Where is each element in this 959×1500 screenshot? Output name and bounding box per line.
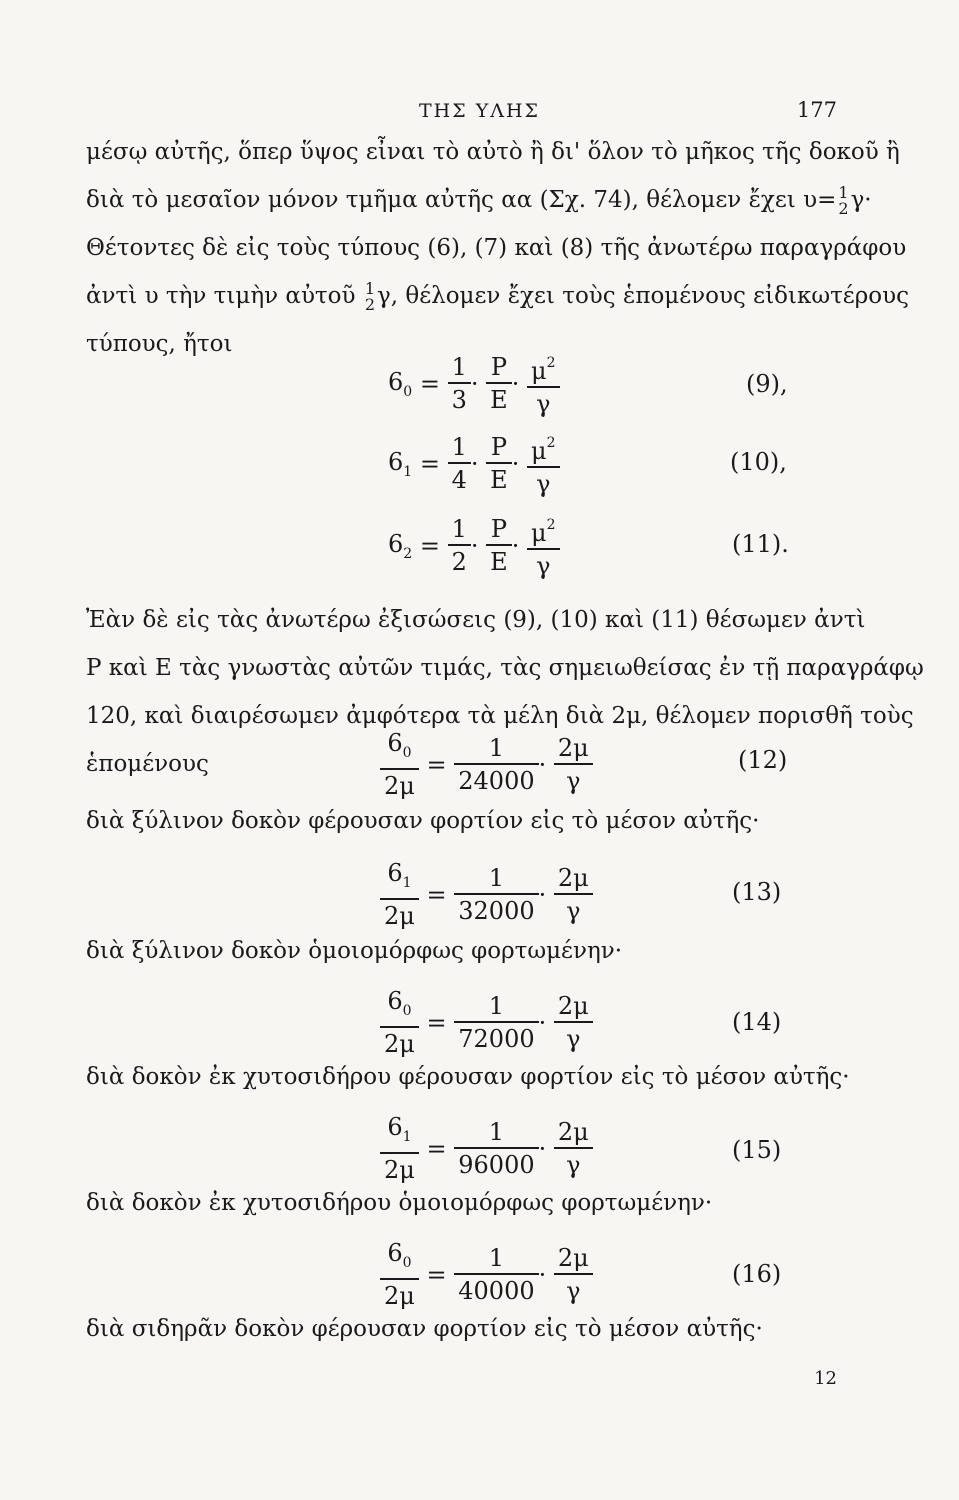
fraction-denominator: 2: [364, 295, 375, 314]
numerator-symbol: μ: [530, 357, 547, 385]
running-title: ΤΗΣ ΥΛΗΣ: [419, 100, 540, 122]
dot-operator: ·: [470, 450, 479, 478]
coefficient-fraction: [454, 991, 538, 1055]
numerator-symbol: μ: [530, 437, 547, 465]
coefficient-fraction: [454, 863, 538, 927]
numerator: [380, 1112, 419, 1154]
material-fraction: [486, 514, 512, 578]
equation-label: (11).: [732, 530, 789, 558]
lhs-symbol: 6: [387, 729, 403, 757]
dot-operator: ·: [511, 532, 520, 560]
equation-10: [388, 428, 560, 500]
lhs-symbol: 6: [387, 859, 403, 887]
coefficient-fraction: [448, 352, 471, 416]
numerator: 1: [448, 352, 471, 384]
lhs-subscript: 0: [403, 384, 413, 400]
denominator: 2μ: [384, 902, 415, 930]
lhs-symbol: 6: [388, 448, 404, 476]
equation-caption: διὰ ξύλινον δοκὸν ὁμοιομόρφως φορτωμένην·: [86, 938, 623, 964]
denominator: E: [490, 466, 508, 494]
equation-lhs: [388, 368, 412, 400]
equation-label: (16): [732, 1260, 782, 1288]
equation-label: (14): [732, 1008, 782, 1036]
equation-label: (12): [738, 746, 788, 774]
denominator: 4: [451, 466, 467, 494]
denominator: γ: [536, 390, 551, 418]
signature-mark: 12: [814, 1368, 837, 1389]
denominator: 32000: [458, 897, 535, 925]
coefficient-fraction: [454, 1117, 538, 1181]
equation-14: [380, 986, 593, 1060]
numerator: 1: [454, 863, 538, 895]
equals-sign: =: [426, 1261, 447, 1289]
material-fraction: [486, 352, 512, 416]
dot-operator: ·: [538, 881, 547, 909]
lhs-fraction: [380, 1112, 419, 1186]
equation-lhs: [388, 448, 412, 480]
dimension-fraction: [527, 428, 560, 500]
denominator: γ: [566, 767, 581, 795]
fraction-half: [365, 281, 375, 313]
denominator: γ: [566, 1025, 581, 1053]
ratio-fraction: [554, 863, 593, 927]
equals-sign: =: [419, 532, 440, 560]
numerator: P: [486, 432, 512, 464]
ratio-fraction: [554, 733, 593, 797]
numerator: 1: [454, 733, 538, 765]
text-span: γ·: [850, 187, 872, 213]
equation-9: [388, 348, 560, 420]
numerator: P: [486, 514, 512, 546]
denominator: 72000: [458, 1025, 535, 1053]
equals-sign: =: [426, 1135, 447, 1163]
numerator: 2μ: [554, 863, 593, 895]
equation-label: (10),: [730, 448, 787, 476]
coefficient-fraction: [448, 432, 471, 496]
lhs-symbol: 6: [388, 368, 404, 396]
equation-caption: διὰ σιδηρᾶν δοκὸν φέρουσαν φορτίον εἰς τὸ μέσον αὐτῆς·: [86, 1316, 763, 1342]
dimension-fraction: [527, 348, 560, 420]
denominator: E: [490, 386, 508, 414]
equation-label: (13): [732, 878, 782, 906]
denominator: γ: [536, 552, 551, 580]
numerator: 1: [448, 432, 471, 464]
numerator: P: [486, 352, 512, 384]
denominator: E: [490, 548, 508, 576]
superscript: 2: [546, 435, 556, 451]
equation-12: [380, 728, 593, 802]
text-line: μέσῳ αὐτῆς, ὅπερ ὕψος εἶναι τὸ αὐτὸ ἢ δι' ὅλον τὸ μῆκος τῆς δοκοῦ ἢ: [86, 139, 900, 165]
numerator-symbol: μ: [530, 519, 547, 547]
equation-caption: διὰ δοκὸν ἐκ χυτοσιδήρου φέρουσαν φορτίον εἰς τὸ μέσον αὐτῆς·: [86, 1064, 850, 1090]
equation-13: [380, 858, 593, 932]
denominator: 96000: [458, 1151, 535, 1179]
lhs-symbol: 6: [387, 987, 403, 1015]
denominator: γ: [566, 1151, 581, 1179]
lhs-subscript: 1: [402, 1129, 412, 1145]
equation-11: [388, 510, 560, 582]
fraction-numerator: 1: [364, 279, 375, 298]
denominator: 2μ: [384, 772, 415, 800]
text-line: [86, 176, 872, 224]
equals-sign: =: [426, 751, 447, 779]
text-span: γ, θέλομεν ἔχει τοὺς ἑπομένους εἰδικωτέρους: [377, 283, 909, 309]
numerator: [380, 858, 419, 900]
lhs-subscript: 0: [402, 1255, 412, 1271]
lhs-fraction: [380, 1238, 419, 1312]
lhs-fraction: [380, 986, 419, 1060]
text-line: ἑπομένους: [86, 751, 209, 777]
fraction-half: [838, 185, 848, 217]
denominator: 2: [451, 548, 467, 576]
numerator: 2μ: [554, 1243, 593, 1275]
page-header: [0, 98, 959, 128]
dot-operator: ·: [538, 1135, 547, 1163]
lhs-subscript: 1: [403, 464, 413, 480]
ratio-fraction: [554, 1243, 593, 1307]
lhs-fraction: [380, 728, 419, 802]
dot-operator: ·: [470, 370, 479, 398]
lhs-subscript: 0: [402, 745, 412, 761]
lhs-symbol: 6: [387, 1239, 403, 1267]
equation-label: (15): [732, 1136, 782, 1164]
equals-sign: =: [419, 370, 440, 398]
dot-operator: ·: [538, 1009, 547, 1037]
text-span: ἀντὶ υ τὴν τιμὴν αὐτοῦ: [86, 283, 363, 309]
denominator: 2μ: [384, 1282, 415, 1310]
coefficient-fraction: [454, 1243, 538, 1307]
denominator: γ: [536, 470, 551, 498]
denominator: γ: [566, 1277, 581, 1305]
coefficient-fraction: [448, 514, 471, 578]
numerator: [527, 348, 560, 388]
equation-label: (9),: [746, 370, 788, 398]
dot-operator: ·: [511, 370, 520, 398]
numerator: 2μ: [554, 991, 593, 1023]
material-fraction: [486, 432, 512, 496]
lhs-fraction: [380, 858, 419, 932]
equation-16: [380, 1238, 593, 1312]
text-line: τύπους, ἤτοι: [86, 331, 233, 357]
numerator: [380, 728, 419, 770]
equations-group-b: [0, 728, 959, 1368]
numerator: 1: [448, 514, 471, 546]
lhs-symbol: 6: [388, 530, 404, 558]
fraction-numerator: 1: [838, 183, 849, 202]
equals-sign: =: [426, 881, 447, 909]
lhs-subscript: 2: [403, 546, 413, 562]
numerator: 2μ: [554, 733, 593, 765]
denominator: 2μ: [384, 1156, 415, 1184]
coefficient-fraction: [454, 733, 538, 797]
text-span: διὰ τὸ μεσαῖον μόνον τμῆμα αὐτῆς αα (Σχ. 74), θέλομεν ἔχει υ=: [86, 187, 837, 213]
page-number: 177: [796, 98, 837, 122]
dimension-fraction: [527, 510, 560, 582]
numerator: [380, 986, 419, 1028]
dot-operator: ·: [470, 532, 479, 560]
lhs-symbol: 6: [387, 1113, 403, 1141]
text-line: Θέτοντες δὲ εἰς τοὺς τύπους (6), (7) καὶ (8) τῆς ἀνωτέρω παραγράφου: [86, 235, 907, 261]
equals-sign: =: [419, 450, 440, 478]
equation-lhs: [388, 530, 412, 562]
numerator: 1: [454, 1117, 538, 1149]
numerator: 1: [454, 1243, 538, 1275]
ratio-fraction: [554, 991, 593, 1055]
denominator: 24000: [458, 767, 535, 795]
superscript: 2: [546, 517, 556, 533]
fraction-denominator: 2: [838, 199, 849, 218]
numerator: [527, 428, 560, 468]
numerator: 2μ: [554, 1117, 593, 1149]
text-line: 120, καὶ διαιρέσωμεν ἀμφότερα τὰ μέλη διὰ 2μ, θέλομεν πορισθῆ τοὺς: [86, 703, 914, 729]
equals-sign: =: [426, 1009, 447, 1037]
dot-operator: ·: [511, 450, 520, 478]
equation-caption: διὰ ξύλινον δοκὸν φέρουσαν φορτίον εἰς τὸ μέσον αὐτῆς·: [86, 808, 760, 834]
denominator: 3: [451, 386, 467, 414]
text-line: Ἐὰν δὲ εἰς τὰς ἀνωτέρω ἐξισώσεις (9), (10) καὶ (11) θέσωμεν ἀντὶ: [86, 607, 866, 633]
dot-operator: ·: [538, 1261, 547, 1289]
text-line: [86, 272, 909, 320]
numerator: [527, 510, 560, 550]
equation-15: [380, 1112, 593, 1186]
denominator: γ: [566, 897, 581, 925]
dot-operator: ·: [538, 751, 547, 779]
numerator: 1: [454, 991, 538, 1023]
lhs-subscript: 0: [402, 1003, 412, 1019]
superscript: 2: [546, 355, 556, 371]
denominator: 2μ: [384, 1030, 415, 1058]
equation-caption: διὰ δοκὸν ἐκ χυτοσιδήρου ὁμοιομόρφως φορτωμένην·: [86, 1190, 713, 1216]
lhs-subscript: 1: [402, 875, 412, 891]
text-line: P καὶ E τὰς γνωστὰς αὐτῶν τιμάς, τὰς σημειωθείσας ἐν τῇ παραγράφῳ: [86, 655, 924, 681]
ratio-fraction: [554, 1117, 593, 1181]
intro-paragraph: [86, 128, 909, 368]
numerator: [380, 1238, 419, 1280]
denominator: 40000: [458, 1277, 535, 1305]
equations-group-a: [0, 348, 959, 588]
